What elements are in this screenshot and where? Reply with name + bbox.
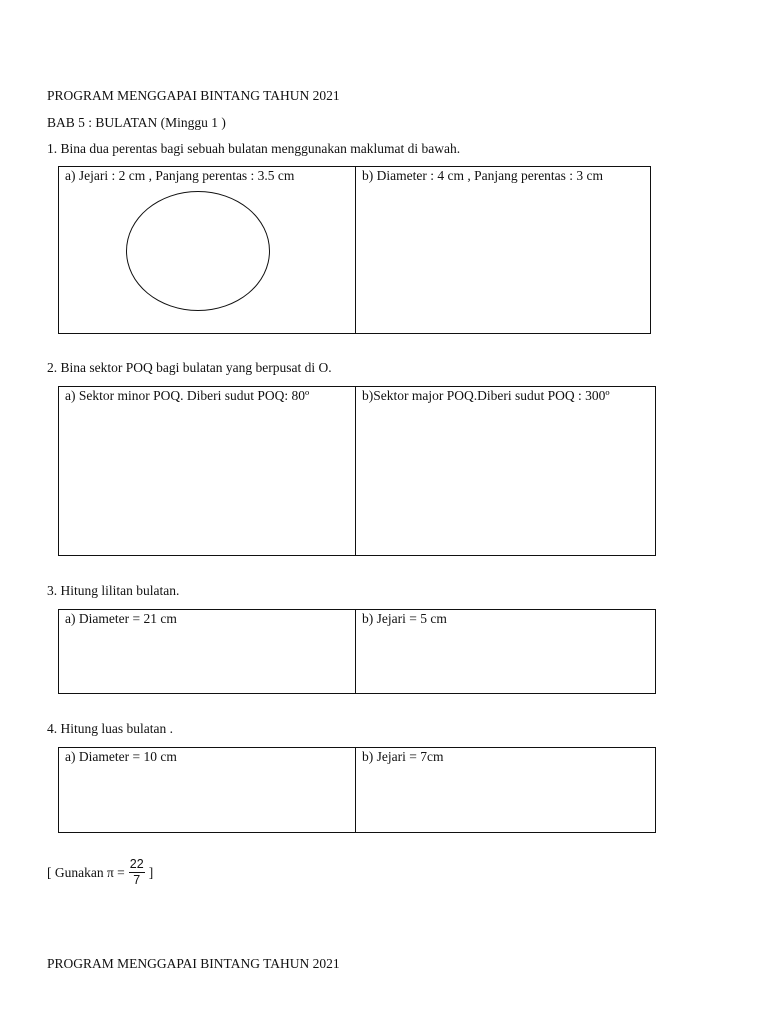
pi-numerator: 22 (129, 857, 144, 871)
question-4a-label: a) Diameter = 10 cm (65, 749, 177, 764)
pi-denominator: 7 (133, 873, 141, 887)
question-3b-label: b) Jejari = 5 cm (362, 611, 447, 626)
question-1-box (58, 166, 651, 334)
question-1b-label: b) Diameter : 4 cm , Panjang perentas : 3 cm (362, 168, 604, 183)
question-2-prompt: 2. Bina sektor POQ bagi bulatan yang berpusat di O. (47, 360, 332, 375)
question-2a-cell (59, 387, 355, 555)
document-header: PROGRAM MENGGAPAI BINTANG TAHUN 2021 (47, 88, 340, 103)
question-3-box (58, 609, 656, 694)
question-1a-label: a) Jejari : 2 cm , Panjang perentas : 3.5 cm (65, 168, 295, 183)
document-footer: PROGRAM MENGGAPAI BINTANG TAHUN 2021 (47, 956, 340, 971)
question-2a-label: a) Sektor minor POQ. Diberi sudut POQ: 80º (65, 388, 310, 403)
pi-note-open: [ Gunakan π = (47, 864, 125, 880)
chapter-title: BAB 5 : BULATAN (Minggu 1 ) (47, 115, 226, 130)
question-2b-cell (355, 387, 655, 555)
question-3b-cell (355, 610, 655, 693)
pi-fraction (129, 857, 145, 888)
question-4b-label: b) Jejari = 7cm (362, 749, 444, 764)
question-4b-cell (355, 748, 655, 832)
question-2-box (58, 386, 656, 556)
question-3a-label: a) Diameter = 21 cm (65, 611, 177, 626)
question-1-prompt: 1. Bina dua perentas bagi sebuah bulatan menggunakan maklumat di bawah. (47, 141, 461, 156)
pi-note-close: ] (148, 864, 154, 880)
question-1b-cell (355, 167, 650, 333)
question-4a-cell (59, 748, 355, 832)
pi-note (47, 857, 153, 888)
question-3a-cell (59, 610, 355, 693)
question-4-prompt: 4. Hitung luas bulatan . (47, 721, 173, 736)
question-1a-cell (59, 167, 355, 333)
question-4-box (58, 747, 656, 833)
question-3-prompt: 3. Hitung lilitan bulatan. (47, 583, 180, 598)
circle-drawing (126, 191, 270, 311)
question-2b-label: b)Sektor major POQ.Diberi sudut POQ : 300º (362, 388, 610, 403)
